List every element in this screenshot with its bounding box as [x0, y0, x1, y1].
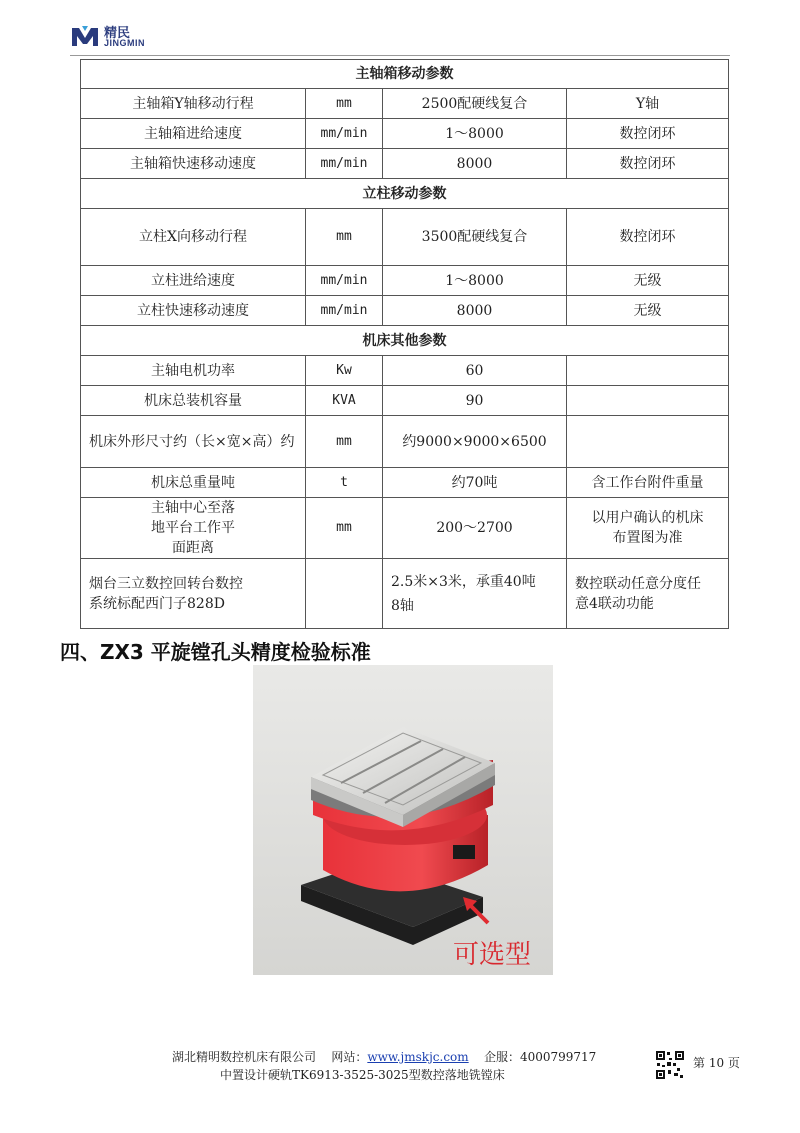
table-row [81, 89, 729, 119]
qr-code-icon [655, 1050, 685, 1080]
param-value: 60 [383, 356, 567, 386]
param-note: 数控闭环 [567, 119, 729, 149]
param-name: 立柱快速移动速度 [81, 296, 306, 326]
header-divider [70, 55, 730, 56]
footer-phone: 4000799717 [519, 1050, 597, 1064]
param-value: 90 [383, 386, 567, 416]
table-row [81, 386, 729, 416]
param-value: 2500配硬线复合 [383, 89, 567, 119]
table-row [81, 119, 729, 149]
section-heading: 四、ZX3 平旋镗孔头精度检验标准 [60, 640, 371, 664]
footer-contact [172, 1048, 596, 1065]
param-unit: mm/min [306, 149, 383, 179]
param-value: 2.5米×3米，承重40吨 8轴 [383, 559, 567, 629]
param-name: 立柱X向移动行程 [81, 209, 306, 266]
page-number: 第 10 页 [693, 1056, 740, 1070]
param-unit: mm [306, 498, 383, 559]
param-name: 主轴箱Y轴移动行程 [81, 89, 306, 119]
param-unit: mm/min [306, 266, 383, 296]
section-title-column: 立柱移动参数 [81, 179, 729, 209]
param-name: 烟台三立数控回转台数控系统标配西门子828D [81, 559, 306, 629]
footer-subtitle: 中置设计硬轨TK6913-3525-3025型数控落地铣镗床 [220, 1068, 505, 1082]
table-row [81, 149, 729, 179]
param-value: 约70吨 [383, 468, 567, 498]
param-unit: Kw [306, 356, 383, 386]
param-note [567, 416, 729, 468]
param-value: 约9000×9000×6500 [383, 416, 567, 468]
table-row [81, 296, 729, 326]
param-unit: mm/min [306, 119, 383, 149]
spec-table [80, 59, 729, 629]
logo-cn-text: 精民 [104, 26, 131, 41]
param-name: 机床总装机容量 [81, 386, 306, 416]
param-name: 机床总重量吨 [81, 468, 306, 498]
param-unit: mm [306, 416, 383, 468]
param-name: 主轴箱进给速度 [81, 119, 306, 149]
param-name: 主轴箱快速移动速度 [81, 149, 306, 179]
param-unit [306, 559, 383, 629]
section-title-other: 机床其他参数 [81, 326, 729, 356]
param-note [567, 386, 729, 416]
param-note: 无级 [567, 296, 729, 326]
param-value: 200～2700 [383, 498, 567, 559]
param-note: 含工作台附件重量 [567, 468, 729, 498]
param-value: 3500配硬线复合 [383, 209, 567, 266]
table-row [81, 416, 729, 468]
param-note: 数控闭环 [567, 149, 729, 179]
param-unit: mm [306, 209, 383, 266]
param-note: Y轴 [567, 89, 729, 119]
param-name: 立柱进给速度 [81, 266, 306, 296]
footer-site-link[interactable]: www.jmskjc.com [367, 1050, 469, 1064]
table-row [81, 498, 729, 559]
param-note [567, 356, 729, 386]
param-unit: KVA [306, 386, 383, 416]
table-row [81, 209, 729, 266]
param-unit: mm/min [306, 296, 383, 326]
param-unit: mm [306, 89, 383, 119]
param-note: 数控联动任意分度任意4联动功能 [567, 559, 729, 629]
photo-caption: 可选型 [453, 940, 532, 970]
param-name: 主轴中心至落地平台工作平面距离 [81, 498, 306, 559]
logo-en-text: JINGMIN [104, 38, 146, 48]
section-title-spindle-box: 主轴箱移动参数 [81, 60, 729, 89]
footer-company: 湖北精明数控机床有限公司 [172, 1050, 317, 1064]
param-name: 主轴电机功率 [81, 356, 306, 386]
param-note: 无级 [567, 266, 729, 296]
table-row [81, 559, 729, 629]
footer-site-label: 网站： [331, 1050, 368, 1064]
param-value: 8000 [383, 296, 567, 326]
param-value: 1～8000 [383, 119, 567, 149]
param-name: 机床外形尺寸约（长×宽×高）约 [81, 416, 306, 468]
table-row [81, 356, 729, 386]
rotary-table-photo [253, 665, 553, 975]
table-row [81, 468, 729, 498]
param-value: 1～8000 [383, 266, 567, 296]
param-value: 8000 [383, 149, 567, 179]
param-note: 数控闭环 [567, 209, 729, 266]
param-note: 以用户确认的机床布置图为准 [567, 498, 729, 559]
footer-phone-label: 企服： [483, 1050, 520, 1064]
param-unit: t [306, 468, 383, 498]
table-row [81, 266, 729, 296]
